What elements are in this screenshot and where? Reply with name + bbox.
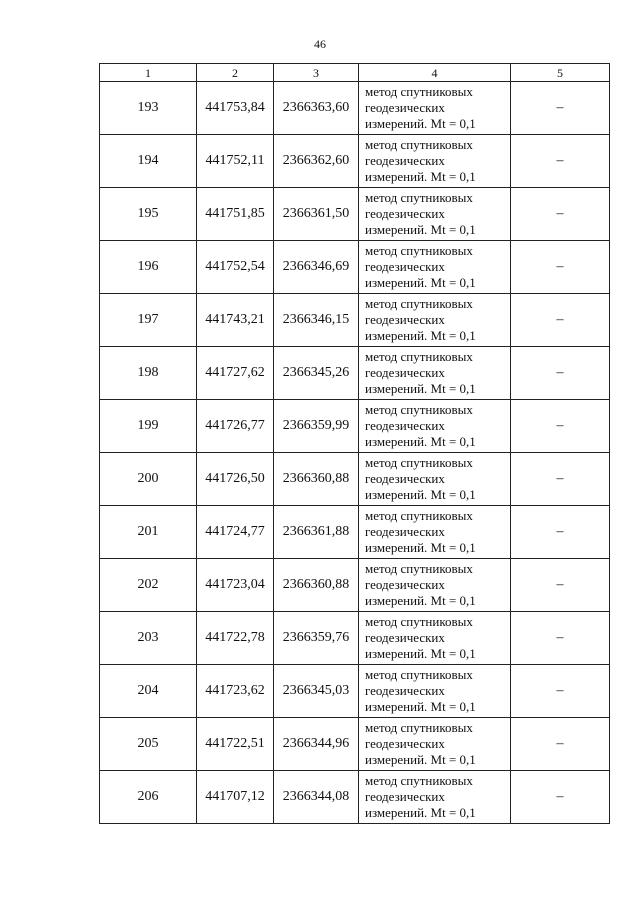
method-line: метод спутниковых <box>365 243 473 258</box>
x-coordinate-cell: 441724,77 <box>197 506 274 559</box>
x-coordinate-cell: 441723,62 <box>197 665 274 718</box>
table-row <box>100 453 610 506</box>
method-cell <box>359 347 511 400</box>
method-cell <box>359 400 511 453</box>
method-line: геодезических <box>365 789 445 804</box>
method-cell <box>359 188 511 241</box>
column-5-cell: – <box>511 771 610 824</box>
method-line: измерений. Mt = 0,1 <box>365 487 476 502</box>
column-5-cell: – <box>511 347 610 400</box>
point-number-cell: 194 <box>100 135 197 188</box>
y-coordinate-cell: 2366361,88 <box>274 506 359 559</box>
x-coordinate-cell: 441752,11 <box>197 135 274 188</box>
y-coordinate-cell: 2366344,08 <box>274 771 359 824</box>
method-cell <box>359 241 511 294</box>
method-line: метод спутниковых <box>365 455 473 470</box>
column-5-cell: – <box>511 188 610 241</box>
method-line: измерений. Mt = 0,1 <box>365 752 476 767</box>
method-line: геодезических <box>365 736 445 751</box>
y-coordinate-cell: 2366359,76 <box>274 612 359 665</box>
method-line: метод спутниковых <box>365 614 473 629</box>
point-number-cell: 204 <box>100 665 197 718</box>
header-cell-3: 3 <box>274 64 359 82</box>
method-line: метод спутниковых <box>365 137 473 152</box>
table-row <box>100 241 610 294</box>
point-number-cell: 202 <box>100 559 197 612</box>
table-row <box>100 665 610 718</box>
table-row <box>100 612 610 665</box>
method-line: геодезических <box>365 259 445 274</box>
method-line: измерений. Mt = 0,1 <box>365 116 476 131</box>
method-line: метод спутниковых <box>365 349 473 364</box>
column-5-cell: – <box>511 612 610 665</box>
y-coordinate-cell: 2366363,60 <box>274 82 359 135</box>
point-number-cell: 200 <box>100 453 197 506</box>
method-line: измерений. Mt = 0,1 <box>365 328 476 343</box>
method-line: измерений. Mt = 0,1 <box>365 540 476 555</box>
point-number-cell: 193 <box>100 82 197 135</box>
method-cell <box>359 453 511 506</box>
table-row <box>100 718 610 771</box>
method-line: метод спутниковых <box>365 667 473 682</box>
header-cell-4: 4 <box>359 64 511 82</box>
y-coordinate-cell: 2366346,15 <box>274 294 359 347</box>
method-cell <box>359 665 511 718</box>
table-row <box>100 506 610 559</box>
table-row <box>100 771 610 824</box>
method-line: метод спутниковых <box>365 508 473 523</box>
x-coordinate-cell: 441752,54 <box>197 241 274 294</box>
method-line: геодезических <box>365 312 445 327</box>
method-line: измерений. Mt = 0,1 <box>365 593 476 608</box>
x-coordinate-cell: 441723,04 <box>197 559 274 612</box>
point-number-cell: 206 <box>100 771 197 824</box>
method-line: измерений. Mt = 0,1 <box>365 699 476 714</box>
method-line: измерений. Mt = 0,1 <box>365 805 476 820</box>
x-coordinate-cell: 441722,51 <box>197 718 274 771</box>
y-coordinate-cell: 2366345,26 <box>274 347 359 400</box>
method-line: метод спутниковых <box>365 402 473 417</box>
y-coordinate-cell: 2366362,60 <box>274 135 359 188</box>
method-line: метод спутниковых <box>365 561 473 576</box>
point-number-cell: 201 <box>100 506 197 559</box>
method-line: геодезических <box>365 471 445 486</box>
method-line: метод спутниковых <box>365 84 473 99</box>
table-row <box>100 188 610 241</box>
method-cell <box>359 771 511 824</box>
x-coordinate-cell: 441726,50 <box>197 453 274 506</box>
method-line: измерений. Mt = 0,1 <box>365 222 476 237</box>
method-cell <box>359 506 511 559</box>
table-row <box>100 347 610 400</box>
method-cell <box>359 135 511 188</box>
method-line: измерений. Mt = 0,1 <box>365 646 476 661</box>
method-line: метод спутниковых <box>365 720 473 735</box>
method-cell <box>359 82 511 135</box>
method-line: геодезических <box>365 206 445 221</box>
column-5-cell: – <box>511 665 610 718</box>
method-line: геодезических <box>365 524 445 539</box>
point-number-cell: 199 <box>100 400 197 453</box>
method-line: метод спутниковых <box>365 190 473 205</box>
column-5-cell: – <box>511 559 610 612</box>
method-cell <box>359 612 511 665</box>
column-5-cell: – <box>511 400 610 453</box>
method-line: геодезических <box>365 577 445 592</box>
table-header-row <box>100 64 610 82</box>
method-cell <box>359 294 511 347</box>
point-number-cell: 205 <box>100 718 197 771</box>
method-line: метод спутниковых <box>365 296 473 311</box>
method-line: геодезических <box>365 630 445 645</box>
table-row <box>100 82 610 135</box>
x-coordinate-cell: 441751,85 <box>197 188 274 241</box>
method-line: геодезических <box>365 100 445 115</box>
column-5-cell: – <box>511 294 610 347</box>
column-5-cell: – <box>511 718 610 771</box>
point-number-cell: 195 <box>100 188 197 241</box>
x-coordinate-cell: 441753,84 <box>197 82 274 135</box>
header-cell-2: 2 <box>197 64 274 82</box>
x-coordinate-cell: 441722,78 <box>197 612 274 665</box>
y-coordinate-cell: 2366360,88 <box>274 453 359 506</box>
coordinates-table <box>99 63 610 824</box>
point-number-cell: 196 <box>100 241 197 294</box>
y-coordinate-cell: 2366361,50 <box>274 188 359 241</box>
method-cell <box>359 559 511 612</box>
page-number: 46 <box>314 37 326 51</box>
method-line: измерений. Mt = 0,1 <box>365 381 476 396</box>
header-cell-5: 5 <box>511 64 610 82</box>
column-5-cell: – <box>511 82 610 135</box>
method-cell <box>359 718 511 771</box>
method-line: геодезических <box>365 365 445 380</box>
method-line: измерений. Mt = 0,1 <box>365 434 476 449</box>
table-row <box>100 294 610 347</box>
column-5-cell: – <box>511 135 610 188</box>
header-cell-1: 1 <box>100 64 197 82</box>
method-line: геодезических <box>365 153 445 168</box>
method-line: геодезических <box>365 418 445 433</box>
x-coordinate-cell: 441707,12 <box>197 771 274 824</box>
method-line: измерений. Mt = 0,1 <box>365 275 476 290</box>
x-coordinate-cell: 441726,77 <box>197 400 274 453</box>
y-coordinate-cell: 2366344,96 <box>274 718 359 771</box>
column-5-cell: – <box>511 453 610 506</box>
y-coordinate-cell: 2366359,99 <box>274 400 359 453</box>
column-5-cell: – <box>511 241 610 294</box>
y-coordinate-cell: 2366346,69 <box>274 241 359 294</box>
y-coordinate-cell: 2366360,88 <box>274 559 359 612</box>
coordinates-table-body <box>100 64 610 824</box>
point-number-cell: 198 <box>100 347 197 400</box>
table-row <box>100 400 610 453</box>
method-line: измерений. Mt = 0,1 <box>365 169 476 184</box>
y-coordinate-cell: 2366345,03 <box>274 665 359 718</box>
point-number-cell: 197 <box>100 294 197 347</box>
point-number-cell: 203 <box>100 612 197 665</box>
method-line: метод спутниковых <box>365 773 473 788</box>
method-line: геодезических <box>365 683 445 698</box>
column-5-cell: – <box>511 506 610 559</box>
x-coordinate-cell: 441743,21 <box>197 294 274 347</box>
table-row <box>100 559 610 612</box>
table-row <box>100 135 610 188</box>
x-coordinate-cell: 441727,62 <box>197 347 274 400</box>
